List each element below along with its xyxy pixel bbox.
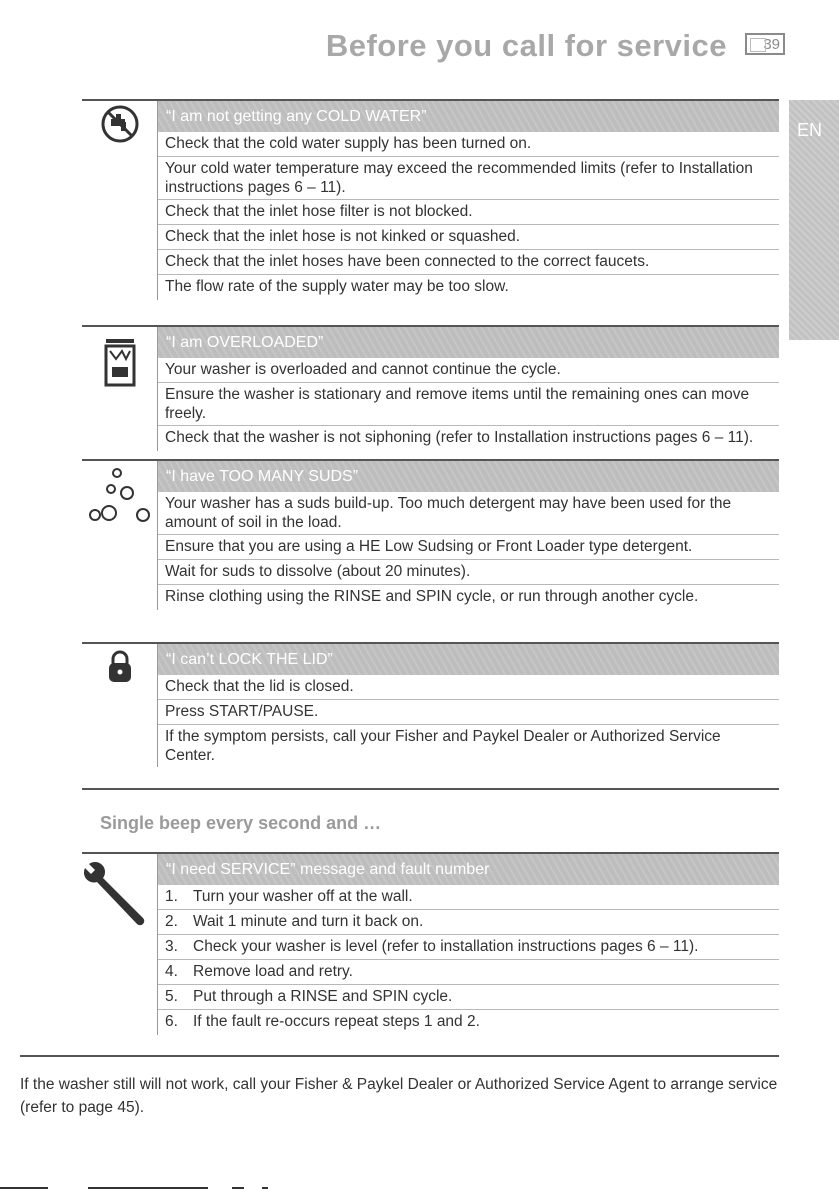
list-item: Your washer has a suds build-up. Too much detergent may have been used for the amount of soil in the load. xyxy=(158,492,779,535)
wrench-icon xyxy=(81,860,151,932)
step-text: Put through a RINSE and SPIN cycle. xyxy=(193,988,453,1005)
list-item xyxy=(158,960,779,985)
suds-bubbles-icon xyxy=(87,467,153,525)
list-item: Ensure that you are using a HE Low Sudsing or Front Loader type detergent. xyxy=(158,535,779,560)
sub-heading: Single beep every second and … xyxy=(100,813,382,833)
step-text: Remove load and retry. xyxy=(193,963,353,980)
step-text: Turn your washer off at the wall. xyxy=(193,888,413,905)
section-need-service xyxy=(82,852,779,1056)
section-too-many-suds xyxy=(82,459,779,643)
section-heading: “I have TOO MANY SUDS” xyxy=(158,461,779,492)
step-text: Check your washer is level (refer to installation instructions pages 6 – 11). xyxy=(193,938,699,955)
section-lock-lid xyxy=(82,642,779,790)
step-text: Wait 1 minute and turn it back on. xyxy=(193,913,424,930)
section-cold-water xyxy=(82,99,779,326)
section-heading: “I am OVERLOADED” xyxy=(158,327,779,358)
list-item: Rinse clothing using the RINSE and SPIN cycle, or run through another cycle. xyxy=(165,588,699,605)
step-number: 6. xyxy=(165,1013,178,1030)
list-item: Check that the inlet hoses have been connected to the correct faucets. xyxy=(158,250,779,275)
padlock-icon xyxy=(107,650,133,684)
list-item xyxy=(158,885,779,910)
list-item: Check that the washer is not siphoning (refer to Installation instructions pages 6 – 11). xyxy=(165,429,754,446)
step-text: If the fault re-occurs repeat steps 1 and 2. xyxy=(193,1013,480,1030)
section-heading: “I need SERVICE” message and fault number xyxy=(158,854,779,885)
list-item: Ensure the washer is stationary and remove items until the remaining ones can move freely. xyxy=(158,383,779,426)
list-item xyxy=(158,910,779,935)
list-item xyxy=(158,985,779,1010)
list-item xyxy=(158,1010,779,1035)
list-item: Wait for suds to dissolve (about 20 minutes). xyxy=(158,560,779,585)
step-number: 1. xyxy=(165,888,178,905)
section-heading: “I can’t LOCK THE LID” xyxy=(158,644,779,675)
list-item: Your cold water temperature may exceed the recommended limits (refer to Installation instructions pages 6 – 11). xyxy=(158,157,779,200)
page-title: Before you call for service xyxy=(325,28,727,63)
step-number: 5. xyxy=(165,988,178,1005)
list-item: Check that the cold water supply has been turned on. xyxy=(158,132,779,157)
list-item: Check that the inlet hose is not kinked or squashed. xyxy=(158,225,779,250)
footer-note: If the washer still will not work, call your Fisher & Paykel Dealer or Authorized Service Agent to arrange service (refer to page 45). xyxy=(20,1076,778,1116)
list-item: Your washer is overloaded and cannot continue the cycle. xyxy=(158,358,779,383)
list-item: If the symptom persists, call your Fisher and Paykel Dealer or Authorized Service Center. xyxy=(165,728,721,764)
list-item: Press START/PAUSE. xyxy=(158,700,779,725)
step-number: 3. xyxy=(165,938,178,955)
section-heading: “I am not getting any COLD WATER” xyxy=(158,101,779,132)
language-tab xyxy=(789,100,839,340)
list-item: Check that the lid is closed. xyxy=(158,675,779,700)
list-item: Check that the inlet hose filter is not blocked. xyxy=(158,200,779,225)
section-overloaded xyxy=(82,325,779,459)
step-number: 2. xyxy=(165,913,178,930)
overloaded-washer-icon xyxy=(102,337,138,387)
list-item: The flow rate of the supply water may be too slow. xyxy=(165,278,509,295)
page-number: 39 xyxy=(745,33,785,55)
language-label: EN xyxy=(797,120,823,140)
step-number: 4. xyxy=(165,963,178,980)
no-water-tap-icon xyxy=(101,105,139,143)
list-item xyxy=(158,935,779,960)
